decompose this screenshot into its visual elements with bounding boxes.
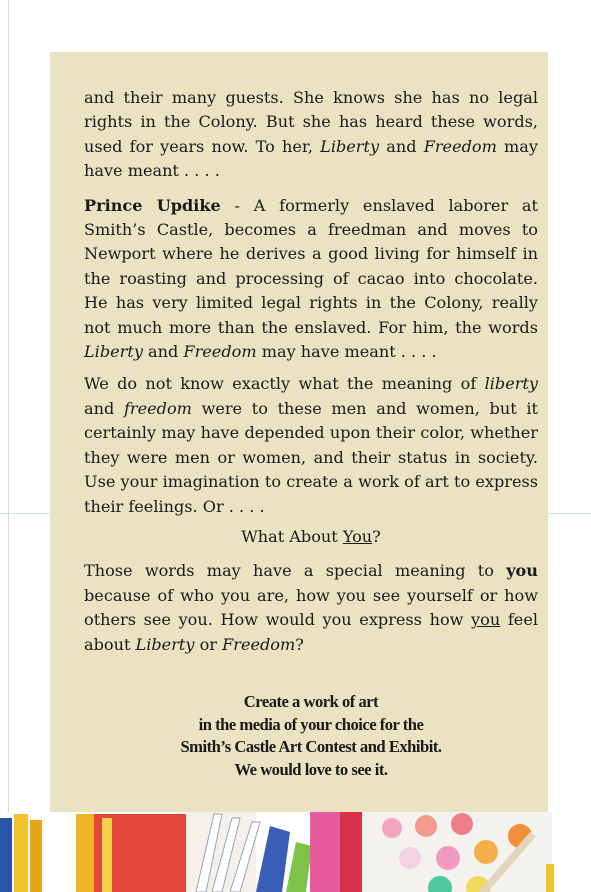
margin-guide-vertical — [8, 0, 9, 892]
cta-line-2: in the media of your choice for the — [198, 714, 424, 734]
word-you-bold: you — [506, 561, 538, 581]
word-you-underlined: You — [342, 526, 373, 546]
word-freedom: Freedom — [423, 136, 497, 156]
cta-line-3: Smith’s Castle Art Contest and Exhibit. — [180, 737, 442, 757]
word-liberty: Liberty — [84, 342, 143, 362]
paragraph-prince-updike: Prince Updike - A formerly enslaved laborer at Smith’s Castle, becomes a freedman and moves to Newport where he derives a good living for himself in the roasting and processing of cacao into chocolate. He has very limited legal rights in the Colony, really not much more than the enslaved. For him, the words Liberty and Freedom may have meant . . . . — [84, 195, 538, 362]
word-liberty: Liberty — [320, 136, 380, 156]
section-heading: What About You? — [241, 526, 381, 546]
word-freedom: freedom — [123, 398, 192, 418]
paragraph-meaning: We do not know exactly what the meaning of liberty and freedom were to these men and women, but it certainly may have depended upon their color, whether they were men or women, and their status in society. Use your imagination to create a work of art to express their feelings. Or . . . . — [84, 374, 538, 516]
word-freedom: Freedom — [183, 342, 257, 362]
paragraph-you: Those words may have a special meaning to you because of who you are, how you see yourself or how others see you. How would you express how you feel about Liberty or Freedom? — [84, 561, 538, 654]
paragraph-guests: and their many guests. She knows she has no legal rights in the Colony. But she has heard these words, used for years now. To her, Liberty and Freedom may have meant . . . . — [84, 88, 538, 181]
cta-line-4: We would love to see it. — [234, 759, 388, 779]
document-page — [50, 52, 548, 870]
word-freedom: Freedom — [222, 634, 296, 654]
art-supplies-illustration — [0, 812, 591, 892]
person-name: Prince Updike — [84, 195, 221, 215]
word-you-underlined: you — [471, 610, 501, 630]
cta-line-1: Create a work of art — [243, 691, 379, 711]
word-liberty: Liberty — [135, 634, 195, 654]
word-liberty: liberty — [484, 374, 538, 394]
call-to-action — [84, 691, 538, 781]
